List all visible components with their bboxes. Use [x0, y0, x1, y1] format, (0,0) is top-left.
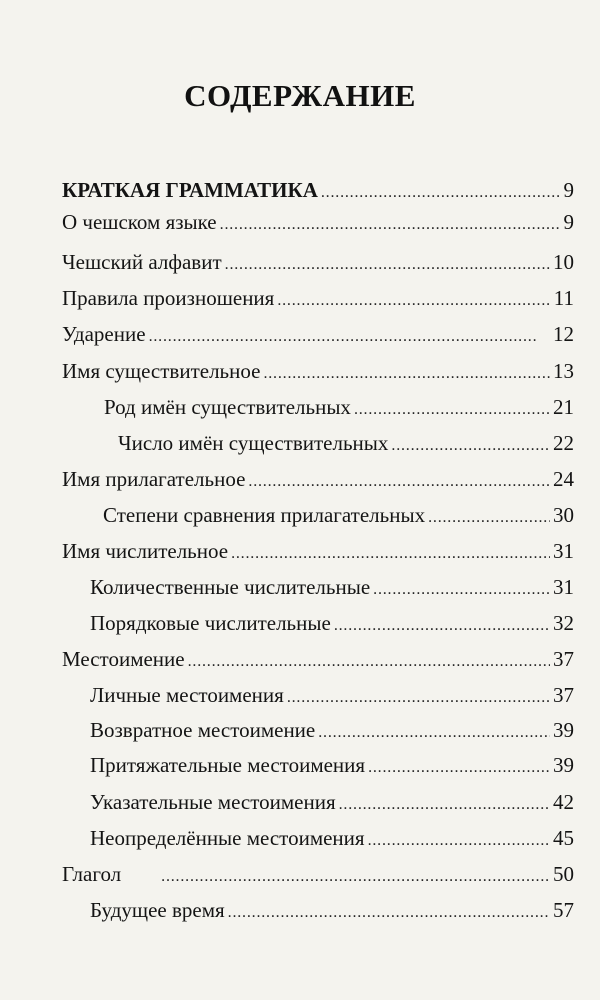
- toc-entry-page: 37: [553, 683, 574, 707]
- toc-entry-page: 21: [553, 395, 574, 419]
- toc-entry[interactable]: [62, 536, 574, 566]
- toc-entry-page: 37: [553, 647, 574, 671]
- toc-entry[interactable]: [62, 175, 574, 205]
- dot-leader: [339, 787, 550, 820]
- toc-entry-page: 22: [553, 431, 574, 455]
- toc-entry-label: Глагол: [62, 862, 122, 886]
- toc-entry[interactable]: [62, 464, 574, 494]
- dot-leader: [373, 572, 550, 605]
- toc-entry[interactable]: [90, 608, 574, 638]
- toc-entry[interactable]: [62, 283, 574, 313]
- toc-entry-page: 39: [553, 753, 574, 777]
- dot-leader: [228, 895, 550, 928]
- toc-entry-label: Неопределённые местоимения: [90, 826, 365, 850]
- toc-entry-label: Число имён существительных: [118, 431, 389, 455]
- toc-entry-page: 45: [553, 826, 574, 850]
- dot-leader: [231, 536, 550, 569]
- toc-entry-page: 57: [553, 898, 574, 922]
- toc-entry-page: 9: [563, 210, 574, 234]
- dot-leader: [220, 207, 561, 240]
- dot-leader: [149, 319, 550, 352]
- dot-leader: [277, 283, 550, 316]
- toc-entry-page: 9: [563, 178, 574, 202]
- dot-leader: [368, 750, 550, 783]
- toc-entry-label: Имя существительное: [62, 359, 261, 383]
- toc-entry-label: Имя числительное: [62, 539, 229, 563]
- toc-entry-label: КРАТКАЯ ГРАММАТИКА: [62, 178, 318, 202]
- toc-entry-label: Притяжательные местоимения: [90, 753, 366, 777]
- toc-entry-page: 32: [553, 611, 574, 635]
- page-title: СОДЕРЖАНИЕ: [184, 78, 416, 113]
- toc-entry-page: 13: [553, 359, 574, 383]
- toc-entry-page: 31: [553, 575, 574, 599]
- toc-entry-label: Чешский алфавит: [62, 250, 222, 274]
- toc-entry[interactable]: [90, 750, 574, 780]
- dot-leader: [334, 608, 550, 641]
- toc-entry[interactable]: [104, 392, 574, 422]
- dot-leader: [318, 715, 550, 748]
- dot-leader: [188, 644, 550, 677]
- toc-entry-page: 30: [553, 503, 574, 527]
- toc-entry[interactable]: [62, 247, 574, 277]
- toc-entry[interactable]: [118, 428, 574, 458]
- toc-entry-label: Степени сравнения прилагательных: [103, 503, 426, 527]
- toc-entry[interactable]: [62, 207, 574, 237]
- dot-leader: [368, 823, 550, 856]
- toc-entry[interactable]: [103, 500, 574, 530]
- dot-leader: [428, 500, 550, 533]
- toc-entry-label: Количественные числительные: [90, 575, 371, 599]
- toc-entry[interactable]: [90, 787, 574, 817]
- toc-entry[interactable]: [90, 715, 574, 745]
- toc-entry[interactable]: [90, 680, 574, 710]
- dot-leader: [225, 247, 550, 280]
- dot-leader: [321, 175, 561, 208]
- toc-entry-label: Местоимение: [62, 647, 185, 671]
- toc-entry-page: 12: [553, 322, 574, 346]
- toc-entry[interactable]: [62, 356, 574, 386]
- toc-entry-label: Порядковые числительные: [90, 611, 331, 635]
- toc-entry-label: Род имён существительных: [104, 395, 351, 419]
- dot-leader: [287, 680, 550, 713]
- dot-leader: [263, 356, 550, 389]
- toc-entry-page: 10: [553, 250, 574, 274]
- toc-entry-page: 39: [553, 718, 574, 742]
- toc-entry[interactable]: [62, 319, 574, 349]
- toc-entry[interactable]: [90, 823, 574, 853]
- dot-leader: [161, 859, 550, 892]
- toc-entry-label: Правила произношения: [62, 286, 275, 310]
- toc-entry[interactable]: [90, 895, 574, 925]
- toc-entry-page: 42: [553, 790, 574, 814]
- toc-entry[interactable]: [62, 859, 574, 889]
- dot-leader: [354, 392, 550, 425]
- toc-entry-label: Возвратное местоимение: [90, 718, 316, 742]
- toc-entry-label: О чешском языке: [62, 210, 217, 234]
- toc-entry-label: Ударение: [62, 322, 146, 346]
- toc-entry-page: 11: [553, 286, 574, 310]
- toc-entry-label: Личные местоимения: [90, 683, 284, 707]
- toc-entry-label: Будущее время: [90, 898, 225, 922]
- toc-entry-page: 24: [553, 467, 574, 491]
- dot-leader: [391, 428, 550, 461]
- toc-entry-page: 31: [553, 539, 574, 563]
- toc-entry[interactable]: [62, 644, 574, 674]
- toc-entry-page: 50: [553, 862, 574, 886]
- toc-entry-label: Указательные местоимения: [90, 790, 336, 814]
- toc-entry[interactable]: [90, 572, 574, 602]
- dot-leader: [248, 464, 550, 497]
- toc-entry-label: Имя прилагательное: [62, 467, 246, 491]
